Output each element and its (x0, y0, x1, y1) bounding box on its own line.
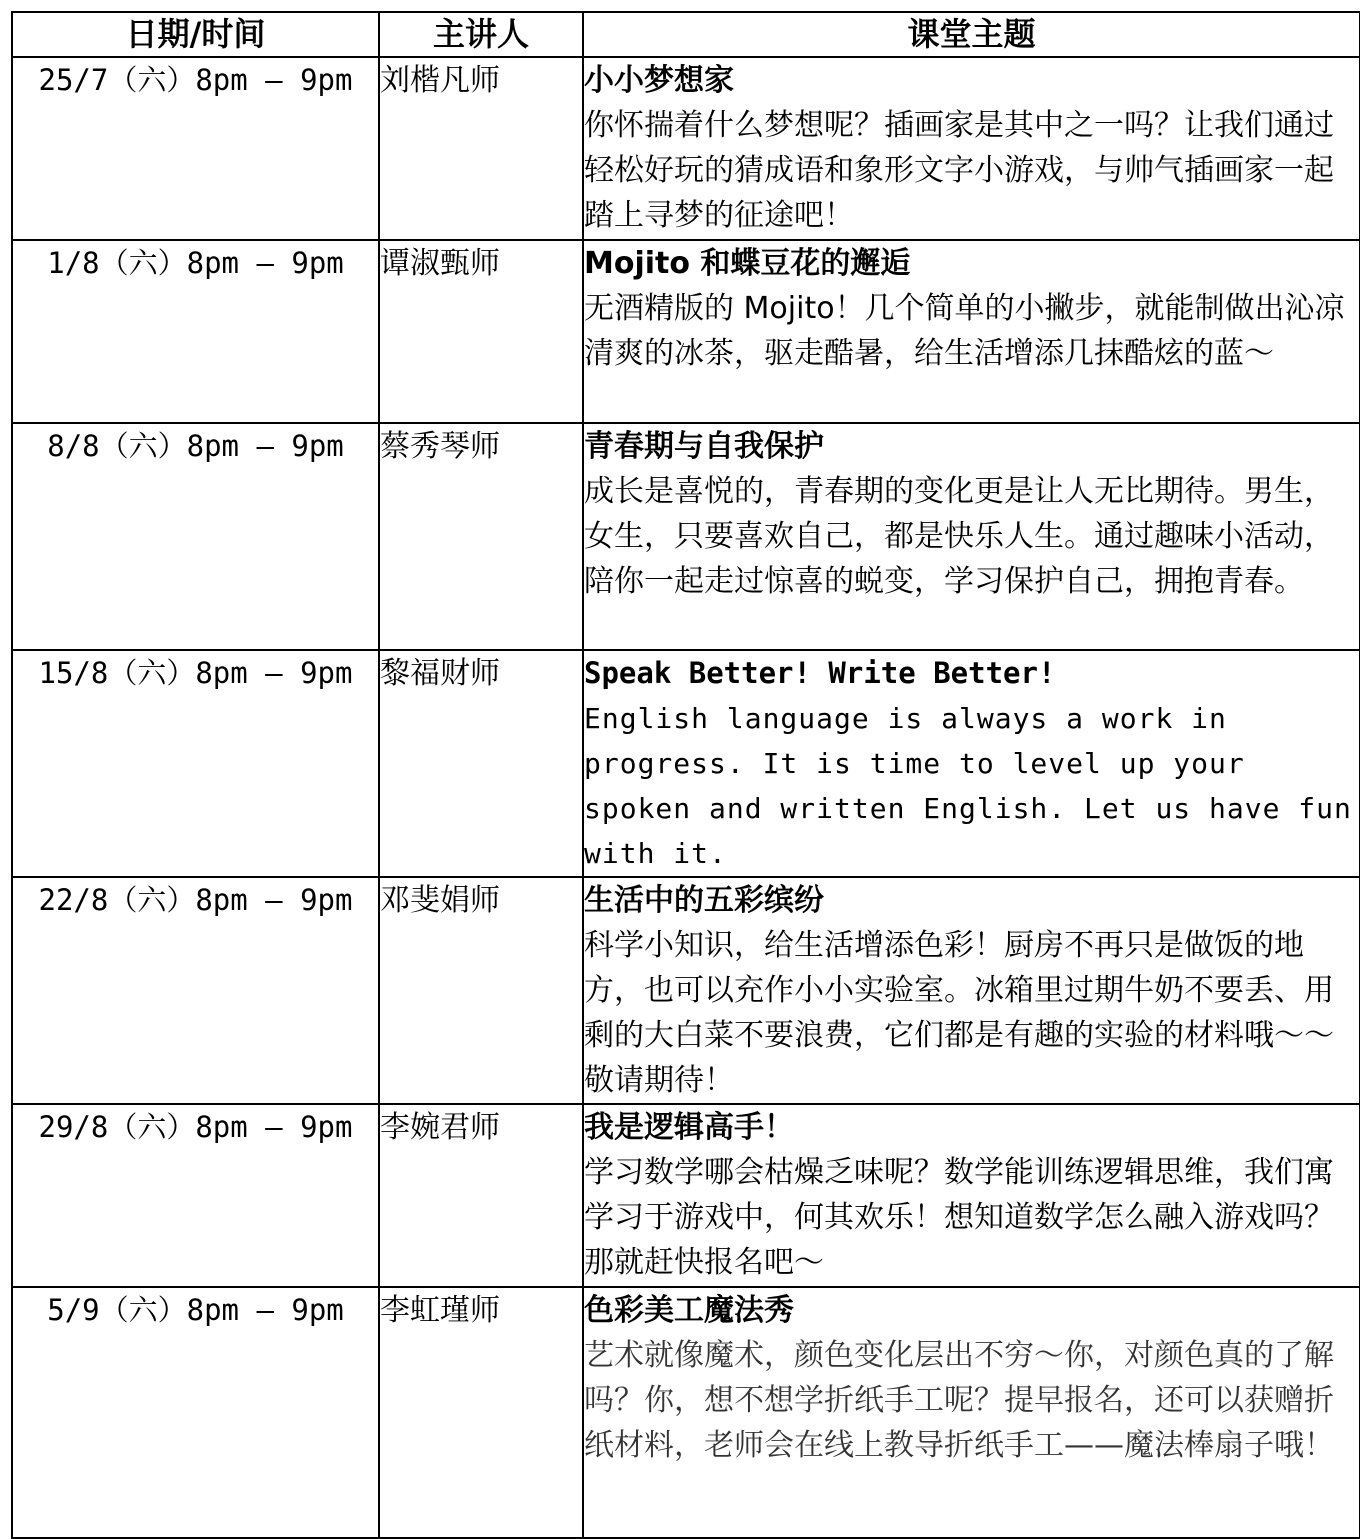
table-row (12, 1104, 1360, 1287)
topic-title: 色彩美工魔法秀 (584, 1293, 794, 1328)
session-speaker: 蔡秀琴师 (379, 423, 583, 650)
topic-description: 无酒精版的 Mojito！几个简单的小撇步，就能制做出沁凉清爽的冰茶，驱走酷暑，给生活增添几抹酷炫的蓝～ (584, 291, 1345, 371)
session-topic (583, 240, 1360, 423)
session-date: 15/8（六）8pm – 9pm (12, 650, 379, 877)
session-speaker: 李虹瑾师 (379, 1287, 583, 1538)
session-speaker: 黎福财师 (379, 650, 583, 877)
topic-title: 小小梦想家 (584, 63, 734, 98)
topic-description: 艺术就像魔术，颜色变化层出不穷～你，对颜色真的了解吗？你，想不想学折纸手工呢？提早报名，还可以获赠折纸材料，老师会在线上教导折纸手工——魔法棒扇子哦！ (584, 1338, 1334, 1463)
session-speaker: 刘楷凡师 (379, 57, 583, 240)
topic-description: 科学小知识，给生活增添色彩！厨房不再只是做饭的地方，也可以充作小小实验室。冰箱里过期牛奶不要丢、用剩的大白菜不要浪费，它们都是有趣的实验的材料哦～～敬请期待！ (584, 928, 1334, 1098)
topic-description: English language is always a work in progress. It is time to level up your spoken and written English. Let us have fun with it. (584, 702, 1352, 870)
schedule-table (11, 11, 1360, 1539)
topic-title: 青春期与自我保护 (584, 429, 824, 464)
session-topic (583, 1104, 1360, 1287)
header-topic: 课堂主题 (583, 12, 1360, 57)
session-date: 5/9（六）8pm – 9pm (12, 1287, 379, 1538)
header-row (12, 12, 1360, 57)
session-date: 8/8（六）8pm – 9pm (12, 423, 379, 650)
table-row (12, 877, 1360, 1104)
session-date: 25/7（六）8pm – 9pm (12, 57, 379, 240)
topic-title: Mojito 和蝶豆花的邂逅 (584, 246, 911, 281)
session-topic (583, 877, 1360, 1104)
topic-description: 学习数学哪会枯燥乏味呢？数学能训练逻辑思维，我们寓学习于游戏中，何其欢乐！想知道数学怎么融入游戏吗？那就赶快报名吧～ (584, 1155, 1334, 1280)
session-topic (583, 57, 1360, 240)
table-row (12, 240, 1360, 423)
topic-title: 我是逻辑高手！ (584, 1110, 794, 1145)
session-topic (583, 650, 1360, 877)
session-date: 29/8（六）8pm – 9pm (12, 1104, 379, 1287)
topic-description: 成长是喜悦的，青春期的变化更是让人无比期待。男生，女生，只要喜欢自己，都是快乐人生。通过趣味小活动，陪你一起走过惊喜的蜕变，学习保护自己，拥抱青春。 (584, 474, 1334, 599)
session-speaker: 邓斐娟师 (379, 877, 583, 1104)
session-speaker: 李婉君师 (379, 1104, 583, 1287)
session-speaker: 谭淑甄师 (379, 240, 583, 423)
table-row (12, 423, 1360, 650)
session-topic (583, 423, 1360, 650)
table-row (12, 650, 1360, 877)
table-row (12, 57, 1360, 240)
session-date: 22/8（六）8pm – 9pm (12, 877, 379, 1104)
session-date: 1/8（六）8pm – 9pm (12, 240, 379, 423)
topic-description: 你怀揣着什么梦想呢？插画家是其中之一吗？让我们通过轻松好玩的猜成语和象形文字小游戏，与帅气插画家一起踏上寻梦的征途吧！ (584, 108, 1334, 233)
header-speaker: 主讲人 (379, 12, 583, 57)
header-date: 日期/时间 (12, 12, 379, 57)
session-topic (583, 1287, 1360, 1538)
table-row (12, 1287, 1360, 1538)
topic-title: 生活中的五彩缤纷 (584, 883, 824, 918)
topic-title: Speak Better! Write Better! (584, 656, 1056, 690)
